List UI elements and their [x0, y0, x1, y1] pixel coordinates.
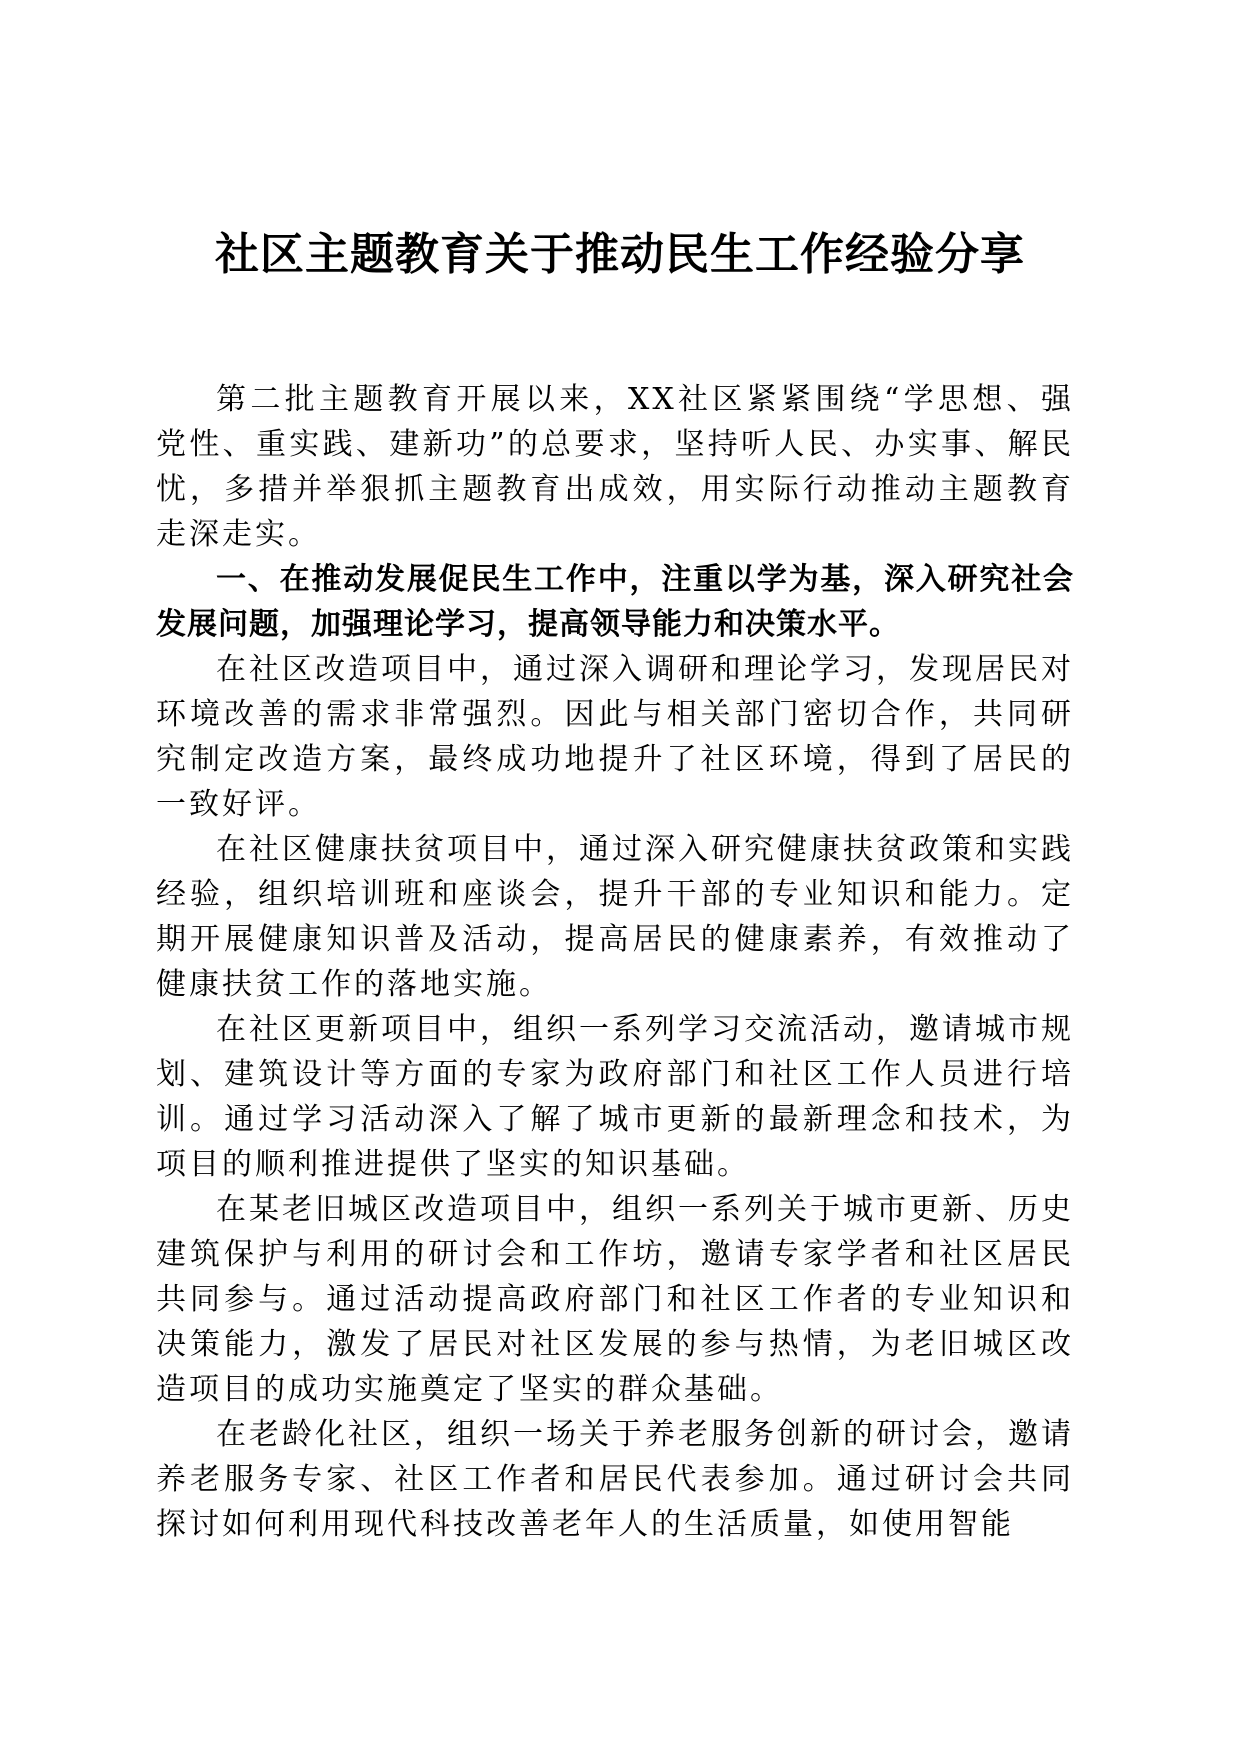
body-paragraph-community-renewal: 在社区更新项目中，组织一系列学习交流活动，邀请城市规划、建筑设计等方面的专家为政府部门和社区工作人员进行培训。通过学习活动深入了解了城市更新的最新理念和技术，为项目的顺利推进提供了坚实的知识基础。 [156, 1012, 1074, 1182]
document-body [156, 377, 1074, 1547]
body-paragraph-community-renovation: 在社区改造项目中，通过深入调研和理论学习，发现居民对环境改善的需求非常强烈。因此与相关部门密切合作，共同研究制定改造方案，最终成功地提升了社区环境，得到了居民的一致好评。 [156, 652, 1074, 822]
body-paragraph-old-district: 在某老旧城区改造项目中，组织一系列关于城市更新、历史建筑保护与利用的研讨会和工作坊，邀请专家学者和社区居民共同参与。通过活动提高政府部门和社区工作者的专业知识和决策能力，激发了居民对社区发展的参与热情，为老旧城区改造项目的成功实施奠定了坚实的群众基础。 [156, 1192, 1074, 1407]
document-title: 社区主题教育关于推动民生工作经验分享 [215, 229, 1025, 280]
intro-paragraph: 第二批主题教育开展以来，XX社区紧紧围绕“学思想、强党性、重实践、建新功”的总要求，坚持听人民、办实事、解民忧，多措并举狠抓主题教育出成效，用实际行动推动主题教育走深走实。 [156, 382, 1074, 552]
body-paragraph-aging-community: 在老龄化社区，组织一场关于养老服务创新的研讨会，邀请养老服务专家、社区工作者和居民代表参加。通过研讨会共同探讨如何利用现代科技改善老年人的生活质量，如使用智能 [156, 1417, 1074, 1542]
body-paragraph-health-poverty: 在社区健康扶贫项目中，通过深入研究健康扶贫政策和实践经验，组织培训班和座谈会，提升干部的专业知识和能力。定期开展健康知识普及活动，提高居民的健康素养，有效推动了健康扶贫工作的落地实施。 [156, 832, 1074, 1002]
section-heading-1: 一、在推动发展促民生工作中，注重以学为基，深入研究社会发展问题，加强理论学习，提高领导能力和决策水平。 [156, 562, 1074, 642]
